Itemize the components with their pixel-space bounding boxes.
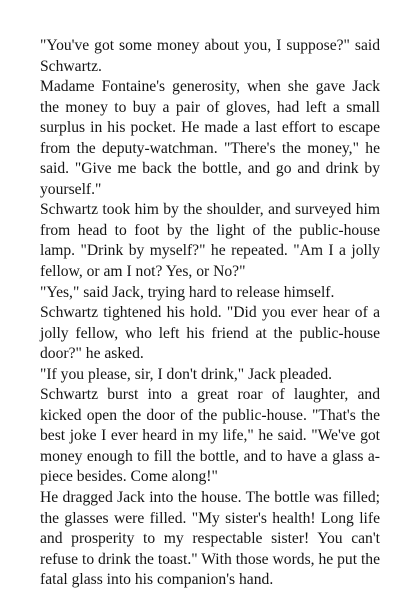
paragraph: Schwartz burst into a great roar of laughter, and kicked open the door of the public-house. "That's the best joke I ever heard in my life," he said. "We've got money enough to fill the bottle, and to have a glass a-piece besides. Come along!": [40, 386, 380, 486]
paragraph: "Yes," said Jack, trying hard to release himself.: [40, 283, 335, 301]
paragraph: "If you please, sir, I don't drink," Jack pleaded.: [40, 365, 333, 383]
paragraph: "You've got some money about you, I suppose?" said Schwartz.: [40, 37, 380, 75]
paragraph: Schwartz took him by the shoulder, and surveyed him from head to foot by the light of the public-house lamp. "Drink by myself?" he repeated. "Am I a jolly fellow, or am I not? Yes, or No?": [40, 201, 380, 281]
paragraph: He dragged Jack into the house. The bottle was filled; the glasses were filled. "My sister's health! Long life and prosperity to my respectable sister! You can't refuse to drink the toast." With those words, he put the fatal glass into his companion's hand.: [40, 489, 380, 589]
paragraph: Madame Fontaine's generosity, when she gave Jack the money to buy a pair of gloves, had left a small surplus in his pocket. He made a last effort to escape from the deputy-watchman. "There's the money," he said. "Give me back the bottle, and go and drink by yourself.": [40, 78, 380, 198]
paragraph: Schwartz tightened his hold. "Did you ever hear of a jolly fellow, who left his friend at the public-house door?" he asked.: [40, 304, 380, 363]
document-page: [40, 36, 380, 591]
